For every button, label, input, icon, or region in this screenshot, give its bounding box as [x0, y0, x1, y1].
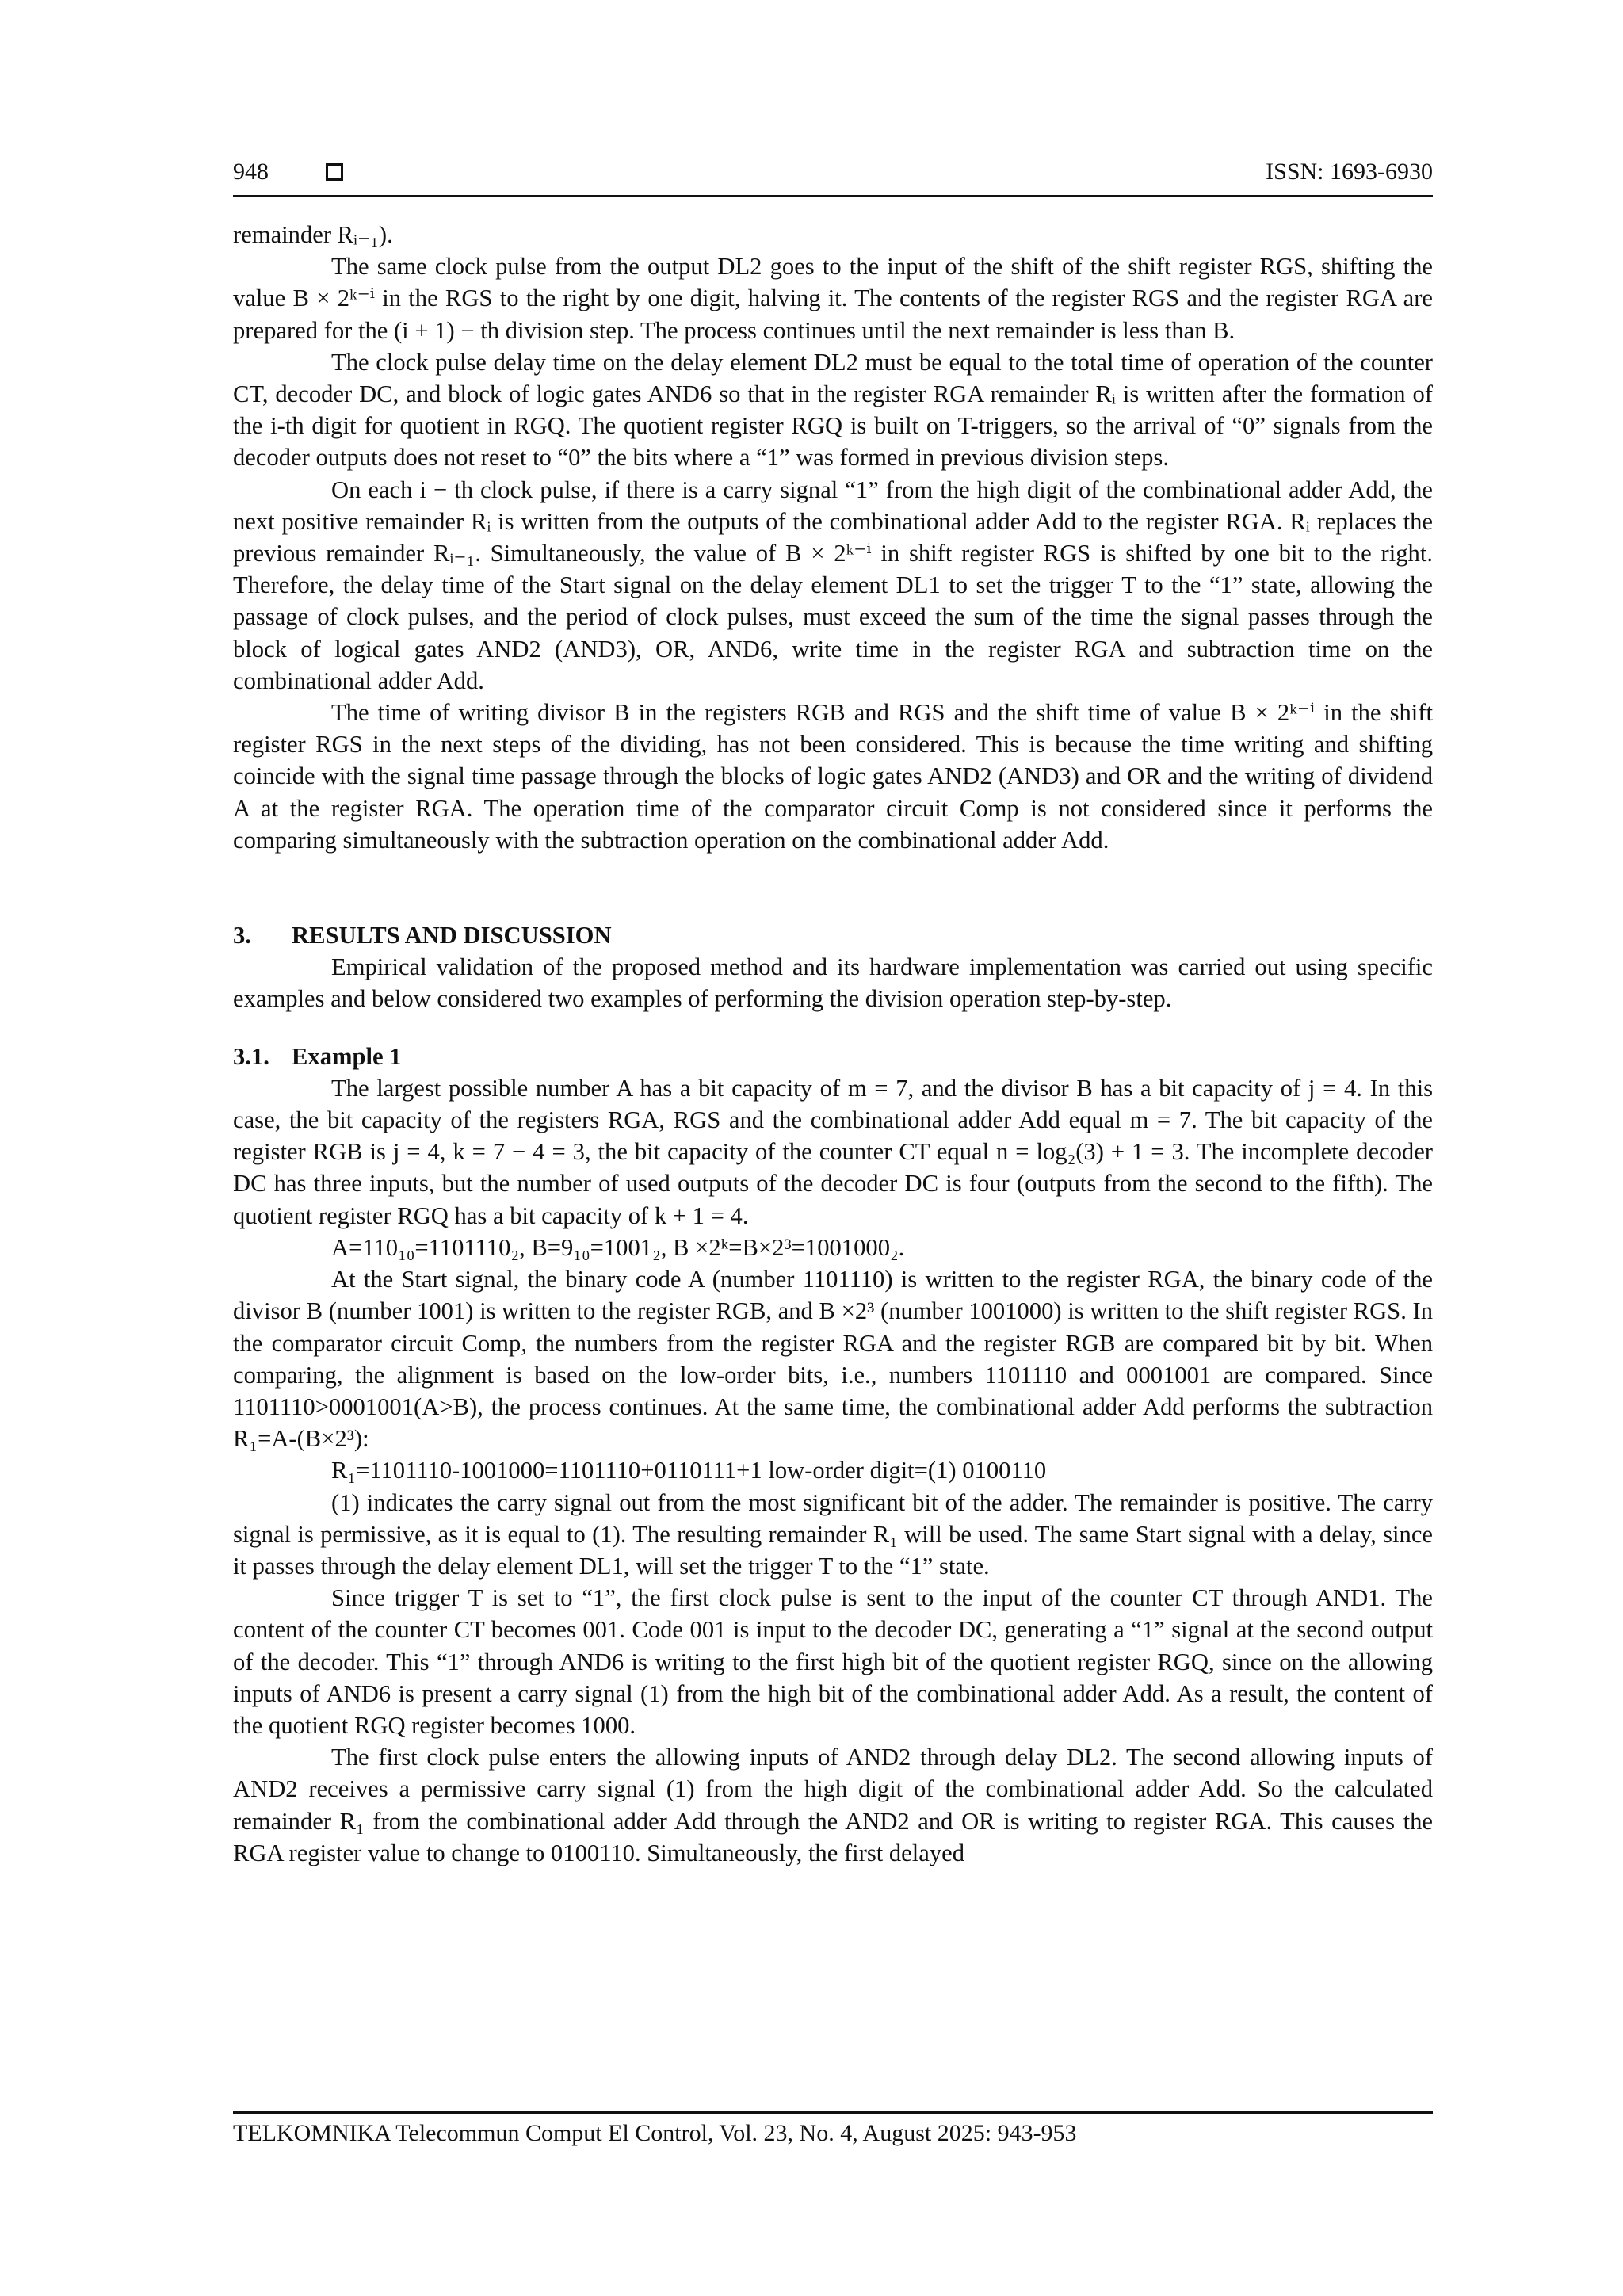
subsection-number: 3.1.: [233, 1042, 269, 1070]
running-header: [233, 155, 1433, 197]
paragraph: At the Start signal, the binary code A (number 1101110) is written to the register RGA, the binary code of the divisor B (number 1001) is written to the register RGB, and B ×2³ (number 1001000) is written to the shift register RGS. In the comparator circuit Comp, the numbers from the register RGA and the register RGB are compared bit by bit. When comparing, the alignment is based on the low-order bits, i.e., numbers 1101110 and 0001001 are compared. Since 1101110>0001001(A>B), the process continues. At the same time, the combinational adder Add performs the subtraction R₁=A-(B×2³):: [233, 1266, 1433, 1453]
subsection-heading: [233, 1041, 1433, 1072]
paragraph: remainder Rᵢ₋₁).: [233, 221, 393, 248]
issn: ISSN: 1693-6930: [1266, 159, 1433, 185]
page-number: 948: [233, 159, 269, 185]
paragraph: (1) indicates the carry signal out from the most significant bit of the adder. The remainder is positive. The carry signal is permissive, as it is equal to (1). The resulting remainder R₁ will be used. The same Start signal with a delay, since it passes through the delay element DL1, will set the trigger T to the “1” state.: [233, 1488, 1433, 1580]
paragraph: The same clock pulse from the output DL2 goes to the input of the shift of the shift register RGS, shifting the value B × 2ᵏ⁻ⁱ in the RGS to the right by one digit, halving it. The contents of the register RGS and the register RGA are prepared for the (i + 1) − th division step. The process continues until the next remainder is less than B.: [233, 253, 1433, 344]
paragraph: The largest possible number A has a bit capacity of m = 7, and the divisor B has a bit capacity of j = 4. In this case, the bit capacity of the registers RGA, RGS and the combinational adder Add equal m = 7. The bit capacity of the register RGB is j = 4, k = 7 − 4 = 3, the bit capacity of the counter CT equal n = log₂(3) + 1 = 3. The incomplete decoder DC has three inputs, but the number of used outputs of the decoder DC is four (outputs from the second to the fifth). The quotient register RGQ has a bit capacity of k + 1 = 4.: [233, 1074, 1433, 1229]
subsection-title: Example 1: [292, 1042, 402, 1070]
paragraph: On each i − th clock pulse, if there is a carry signal “1” from the high digit of the combinational adder Add, the next positive remainder Rᵢ is written from the outputs of the combinational adder Add to the register RGA. Rᵢ replaces the previous remainder Rᵢ₋₁. Simultaneously, the value of B × 2ᵏ⁻ⁱ in shift register RGS is shifted by one bit to the right. Therefore, the delay time of the Start signal on the delay element DL1 to set the trigger T to the “1” state, allowing the passage of clock pulses, and the period of clock pulses, must exceed the sum of the time the signal passes through the block of logical gates AND2 (AND3), OR, AND6, write time in the register RGA and subtraction time on the combinational adder Add.: [233, 476, 1433, 694]
square-bullet-icon: [326, 163, 343, 181]
paragraph: The first clock pulse enters the allowing inputs of AND2 through delay DL2. The second allowing inputs of AND2 receives a permissive carry signal (1) from the high digit of the combinational adder Add. So the calculated remainder R₁ from the combinational adder Add through the AND2 and OR is writing to register RGA. This causes the RGA register value to change to 0100110. Simultaneously, the first delayed: [233, 1744, 1433, 1866]
equation: R₁=1101110-1001000=1101110+0110111+1 low-order digit=(1) 0100110: [331, 1457, 1047, 1484]
section-title: RESULTS AND DISCUSSION: [292, 922, 612, 949]
paragraph: Since trigger T is set to “1”, the first clock pulse is sent to the input of the counter CT through AND1. The content of the counter CT becomes 001. Code 001 is input to the decoder DC, generating a “1” signal at the second output of the decoder. This “1” through AND6 is writing to the first high bit of the quotient register RGQ, since on the allowing inputs of AND6 is present a carry signal (1) from the high bit of the combinational adder Add. As a result, the content of the quotient RGQ register becomes 1000.: [233, 1584, 1433, 1739]
running-footer: [233, 2111, 1433, 2147]
equation: A=110₁₀=1101110₂, B=9₁₀=1001₂, B ×2ᵏ=B×2³=1001000₂.: [331, 1233, 905, 1261]
paragraph: The time of writing divisor B in the registers RGB and RGS and the shift time of value B × 2ᵏ⁻ⁱ in the shift register RGS in the next steps of the dividing, has not been considered. This is because the time writing and shifting coincide with the signal time passage through the blocks of logic gates AND2 (AND3) and OR and the writing of dividend A at the register RGA. The operation time of the comparator circuit Comp is not considered since it performs the comparing simultaneously with the subtraction operation on the combinational adder Add.: [233, 699, 1433, 854]
section-heading: [233, 919, 1433, 951]
paragraph: The clock pulse delay time on the delay element DL2 must be equal to the total time of operation of the counter CT, decoder DC, and block of logic gates AND6 so that in the register RGA remainder Rᵢ is written after the formation of the i-th digit for quotient in RGQ. The quotient register RGQ is built on T-triggers, so the arrival of “0” signals from the decoder outputs does not reset to “0” the bits where a “1” was formed in previous division steps.: [233, 348, 1433, 472]
main-text: [233, 219, 1433, 1869]
section-number: 3.: [233, 922, 251, 949]
paragraph: Empirical validation of the proposed method and its hardware implementation was carried out using specific examples and below considered two examples of performing the division operation step-by-step.: [233, 953, 1433, 1013]
journal-citation: TELKOMNIKA Telecommun Comput El Control, Vol. 23, No. 4, August 2025: 943-953: [233, 2120, 1077, 2146]
